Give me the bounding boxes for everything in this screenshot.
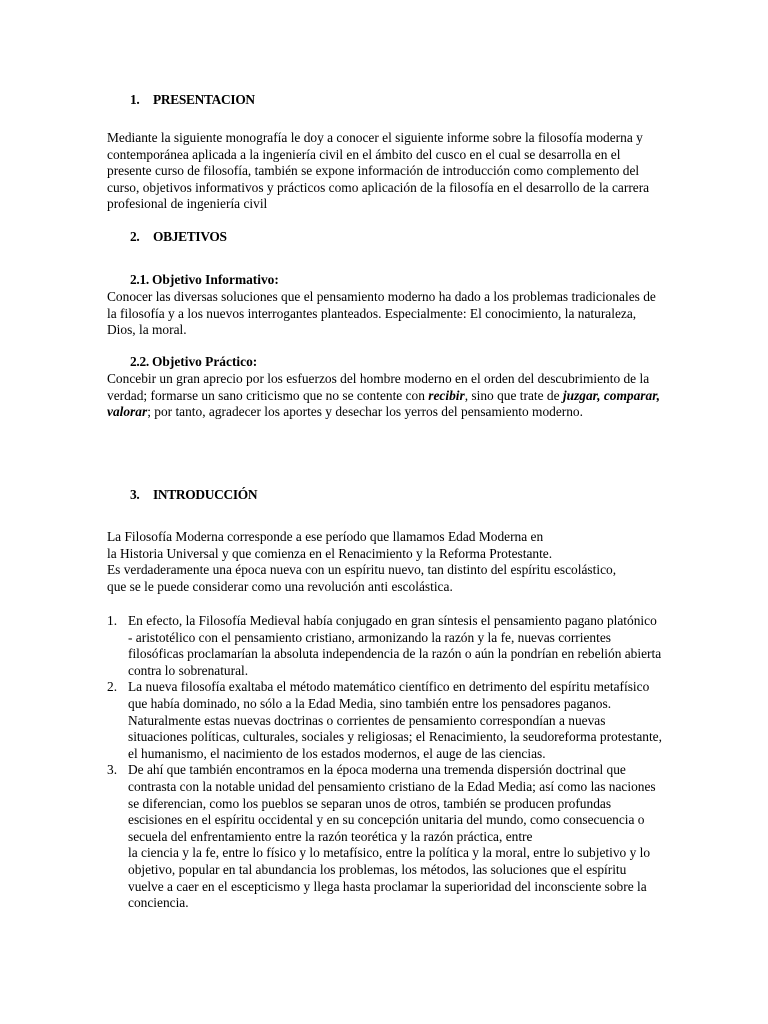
list-item	[107, 613, 663, 679]
list-number: 3.	[107, 762, 118, 778]
heading-number: 2.	[130, 229, 140, 244]
heading-presentacion	[130, 92, 255, 109]
objetivo-practico-paragraph	[107, 371, 662, 421]
list-item-text: De ahí que también encontramos en la época moderna una tremenda dispersión doctrinal que contrasta con la notable unidad del pensamiento cristiano de la Edad Media; así como las naciones se diferencian, como los pueblos se separan unos de otros, también se producen profundas escisiones en el espíritu occidental y en su concepción unitaria del mundo, como consecuencia o secuela del enfrentamiento entre la razón teorética y la razón práctica, entre	[128, 762, 656, 844]
paragraph-line: Es verdaderamente una época nueva con un espíritu nuevo, tan distinto del espíritu escolástico, que se le puede considerar como una revolución anti escolástica.	[107, 562, 617, 594]
list-item-text: La nueva filosofía exaltaba el método matemático científico en detrimento del espíritu metafísico que había dominado, no sólo a la Edad Media, sino también entre los pensadores paganos. Naturalmente estas nuevas doctrinas o corrientes de pensamiento correspondían a nuevas situaciones políticas, culturales, sociales y religiosas; el Renacimiento, la seudoreforma protestante, el humanismo, el nacimiento de los estados modernos, el auge de las ciencias.	[128, 679, 662, 761]
list-item	[107, 679, 663, 762]
heading-introduccion	[130, 487, 257, 504]
paragraph-text: Concebir un gran aprecio por los esfuerzos del hombre moderno en el orden del descubrimiento de la verdad; formarse un sano criticismo que no se contente con	[107, 371, 650, 403]
subheading-title: Objetivo Informativo:	[152, 272, 279, 287]
paragraph-line: la Historia Universal y que comienza en el Renacimiento y la Reforma Protestante.	[107, 545, 553, 561]
subheading-title: Objetivo Práctico:	[152, 354, 258, 369]
list-number: 1.	[107, 613, 118, 628]
emphasis-recibir: recibir	[428, 387, 465, 403]
list-item	[107, 762, 663, 911]
introduccion-paragraph	[107, 529, 667, 595]
paragraph-text: ; por tanto, agradecer los aportes y desechar los yerros del pensamiento moderno.	[147, 404, 583, 420]
heading-title: PRESENTACION	[153, 92, 255, 107]
subheading-objetivo-informativo	[130, 272, 279, 289]
paragraph-line: La Filosofía Moderna corresponde a ese período que llamamos Edad Moderna en	[107, 529, 544, 544]
heading-title: OBJETIVOS	[153, 229, 227, 244]
subheading-objetivo-practico	[130, 354, 257, 371]
list-item-text: la ciencia y la fe, entre lo físico y lo metafísico, entre la política y la moral, entre lo subjetivo y lo objetivo, popular en tal abundancia los problemas, los métodos, las soluciones que el espíritu vuelve a caer en el escepticismo y llega hasta proclamar la superioridad del inconsciente sobre la conciencia.	[128, 845, 651, 911]
presentacion-paragraph: Mediante la siguiente monografía le doy a conocer el siguiente informe sobre la filosofía moderna y contemporánea aplicada a la ingeniería civil en el ámbito del cusco en el cual se desarrolla en el presente curso de filosofía, también se expone información de introducción como complemento del curso, objetivos informativos y prácticos como aplicación de la filosofía en el desarrollo de la carrera profesional de ingeniería civil	[107, 130, 650, 212]
heading-objetivos	[130, 229, 227, 246]
subheading-number: 2.1.	[130, 272, 149, 287]
heading-number: 3.	[130, 487, 140, 502]
introduccion-list	[107, 613, 663, 912]
heading-title: INTRODUCCIÓN	[153, 487, 258, 502]
objetivo-informativo-paragraph: Conocer las diversas soluciones que el pensamiento moderno ha dado a los problemas tradicionales de la filosofía y a los nuevos interrogantes planteados. Especialmente: El conocimiento, la naturaleza, Dios, la moral.	[107, 289, 656, 338]
list-number: 2.	[107, 679, 118, 695]
paragraph-text: , sino que trate de	[464, 387, 563, 403]
subheading-number: 2.2.	[130, 354, 149, 369]
emphasis-juzgar: juzgar, comparar, valorar	[107, 387, 661, 420]
heading-number: 1.	[130, 92, 140, 107]
list-item-text: En efecto, la Filosofía Medieval había conjugado en gran síntesis el pensamiento pagano platónico - aristotélico con el pensamiento cristiano, armonizando la razón y la fe, nuevas corrientes filosóficas proclamarían la absoluta independencia de la razón o aún la pondrían en rebelión abierta contra lo sobrenatural.	[128, 613, 662, 678]
